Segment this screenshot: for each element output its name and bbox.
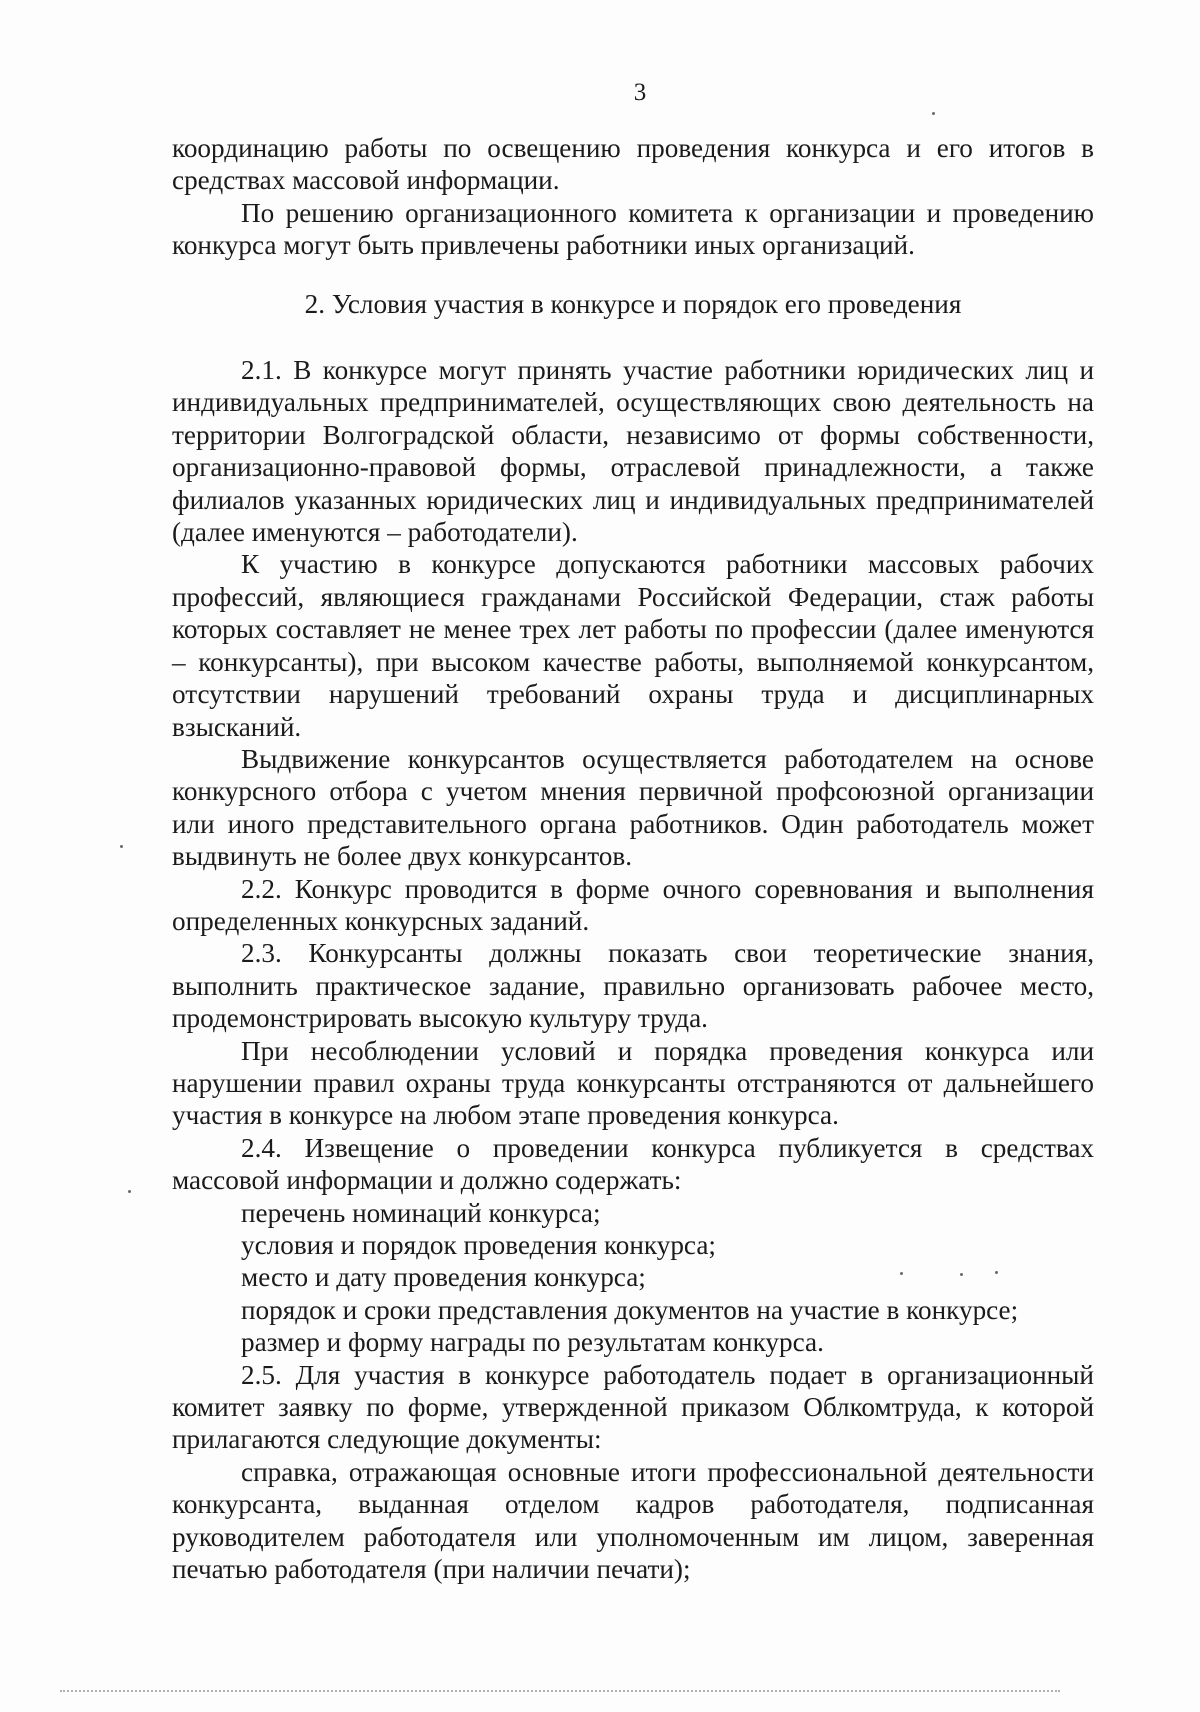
document-body	[172, 132, 1094, 1585]
scan-speck	[995, 1271, 998, 1274]
paragraph-continuation: координацию работы по освещению проведения конкурса и его итогов в средствах массовой информации.	[172, 133, 1094, 196]
list-item: порядок и сроки представления документов на участие в конкурсе;	[241, 1294, 1019, 1325]
paragraph-2-4: 2.4. Извещение о проведении конкурса публикуется в средствах массовой информации и должно содержать:	[172, 1132, 1094, 1196]
list-item: перечень номинаций конкурса;	[241, 1197, 601, 1228]
paragraph: К участию в конкурсе допускаются работники массовых рабочих профессий, являющиеся гражданами Российской Федерации, стаж работы которых составляет не менее трех лет работы по профессии (далее именуются – конкурсанты), при высоком качестве работы, выполняемой конкурсантом, отсутствии нарушений требований охраны труда и дисциплинарных взысканий.	[172, 549, 1094, 742]
scan-speck	[900, 1272, 903, 1275]
scan-speck	[120, 845, 123, 848]
list-item: место и дату проведения конкурса;	[241, 1262, 646, 1293]
paragraph-2-1: 2.1. В конкурсе могут принять участие работники юридических лиц и индивидуальных предпринимателей, осуществляющих свою деятельность на территории Волгоградской области, независимо от формы собственности, организационно-правовой формы, отраслевой принадлежности, а также филиалов указанных юридических лиц и индивидуальных предпринимателей (далее именуются – работодатели).	[172, 355, 1094, 548]
paragraph: При несоблюдении условий и порядка проведения конкурса или нарушении правил охраны труда конкурсанты отстраняются от дальнейшего участия в конкурсе на любом этапе проведения конкурса.	[172, 1035, 1094, 1131]
paragraph-2-3: 2.3. Конкурсанты должны показать свои теоретические знания, выполнить практическое задание, правильно организовать рабочее место, продемонстрировать высокую культуру труда.	[172, 938, 1094, 1034]
paragraph: Выдвижение конкурсантов осуществляется работодателем на основе конкурсного отбора с учетом мнения первичной профсоюзной организации или иного представительного органа работников. Один работодатель может выдвинуть не более двух конкурсантов.	[172, 743, 1094, 872]
scan-bottom-edge	[60, 1690, 1060, 1694]
paragraph-2-2: 2.2. Конкурс проводится в форме очного соревнования и выполнения определенных конкурсных заданий.	[172, 873, 1094, 936]
paragraph-2-5: 2.5. Для участия в конкурсе работодатель подает в организационный комитет заявку по форме, утвержденной приказом Облкомтруда, к которой прилагаются следующие документы:	[172, 1359, 1094, 1455]
paragraph: По решению организационного комитета к организации и проведению конкурса могут быть привлечены работники иных организаций.	[172, 197, 1094, 261]
scan-speck	[932, 112, 935, 115]
scan-speck	[128, 1190, 131, 1193]
list-item: условия и порядок проведения конкурса;	[241, 1230, 716, 1260]
scan-speck	[960, 1273, 963, 1276]
page-number: 3	[633, 79, 647, 106]
section-heading: 2. Условия участия в конкурсе и порядок его проведения	[304, 288, 962, 319]
list-item: размер и форму награды по результатам конкурса.	[241, 1327, 824, 1358]
paragraph: справка, отражающая основные итоги профессиональной деятельности конкурсанта, выданная отделом кадров работодателя, подписанная руководителем работодателя или уполномоченным им лицом, заверенная печатью работодателя (при наличии печати);	[172, 1456, 1094, 1585]
